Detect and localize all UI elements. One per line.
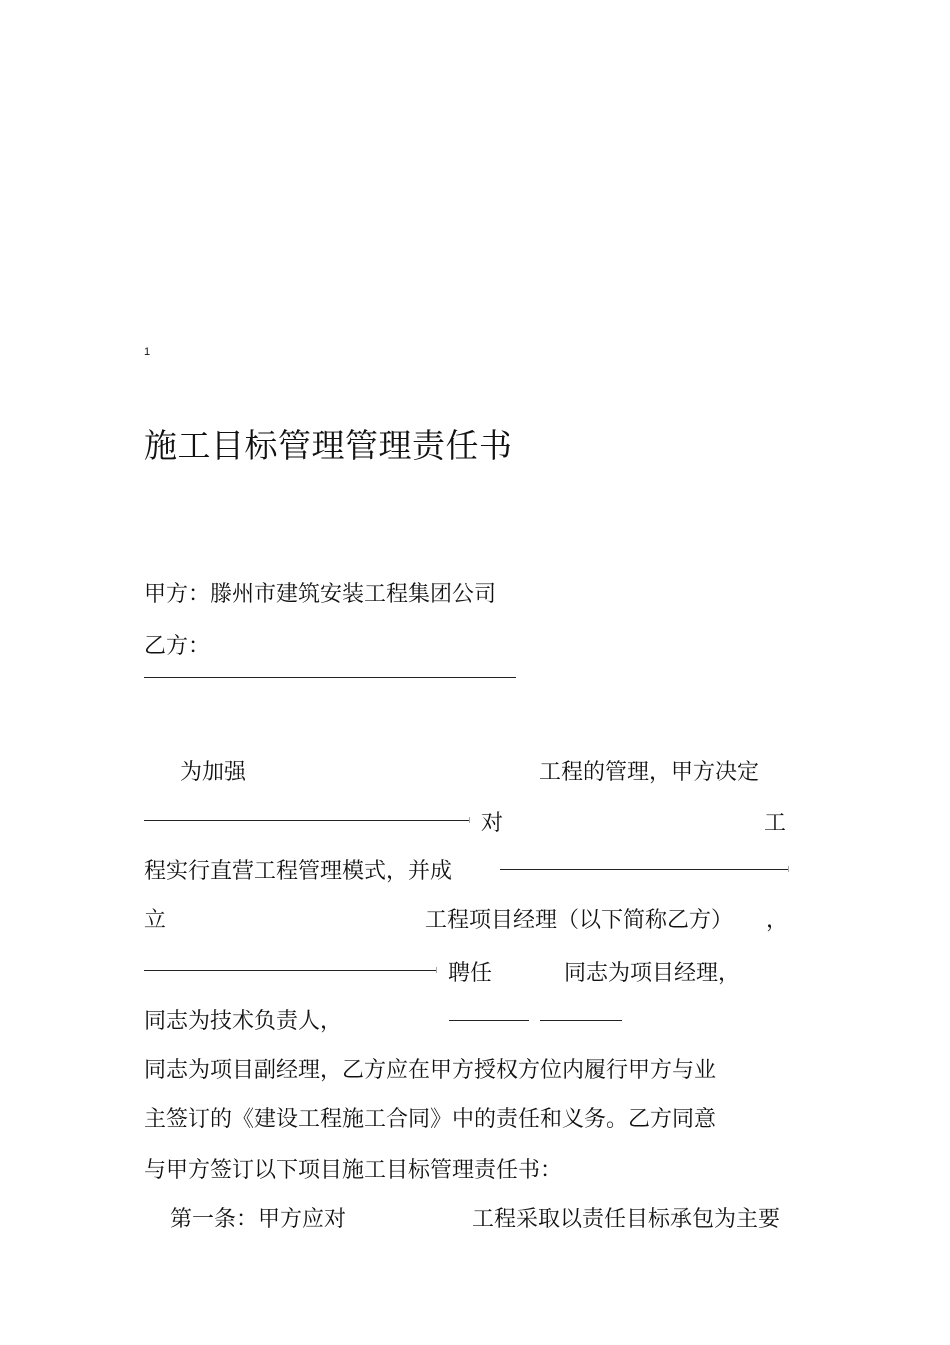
para1-line4-start: 立: [144, 908, 167, 933]
para1-line4-mid: 工程项目经理（以下简称乙方）: [425, 908, 734, 933]
blank-project-name-1: [144, 820, 469, 821]
blank-tick: [436, 967, 437, 973]
party-b-blank: [144, 677, 516, 678]
para1-line7: 同志为项目副经理，乙方应在甲方授权方位内履行甲方与业: [144, 1058, 717, 1083]
blank-manager-name: [144, 970, 436, 971]
blank-project-name-2: [500, 869, 788, 870]
para1-line1-start: 为加强: [180, 760, 247, 785]
blank-tick: [788, 866, 789, 872]
para1-line9: 与甲方签订以下项目施工目标管理责任书：: [144, 1158, 563, 1183]
para1-line5-mid: 聘任: [448, 961, 493, 986]
blank-tick: [469, 817, 470, 823]
article1-end: 工程采取以责任目标承包为主要: [472, 1207, 781, 1232]
page-number: 1: [144, 346, 151, 358]
para1-line6: 同志为技术负责人，: [144, 1009, 343, 1034]
article1-start: 第一条：甲方应对: [170, 1207, 347, 1232]
party-b-line: 乙方：: [144, 634, 211, 659]
party-a-line: 甲方：滕州市建筑安装工程集团公司: [144, 582, 497, 607]
para1-line1-end: 工程的管理，甲方决定: [539, 760, 760, 785]
para1-line4-end: ，: [766, 908, 789, 933]
blank-deputy-name: [540, 1020, 622, 1021]
para1-line2-end: 工: [764, 811, 787, 836]
para1-line5-end: 同志为项目经理，: [564, 961, 741, 986]
document-title: 施工目标管理管理责任书: [144, 426, 513, 465]
para1-line2-mid: 对: [481, 811, 504, 836]
para1-line3: 程实行直营工程管理模式，并成: [144, 859, 453, 884]
para1-line8: 主签订的《建设工程施工合同》中的责任和义务。乙方同意: [144, 1107, 717, 1132]
blank-tech-name: [449, 1020, 529, 1021]
